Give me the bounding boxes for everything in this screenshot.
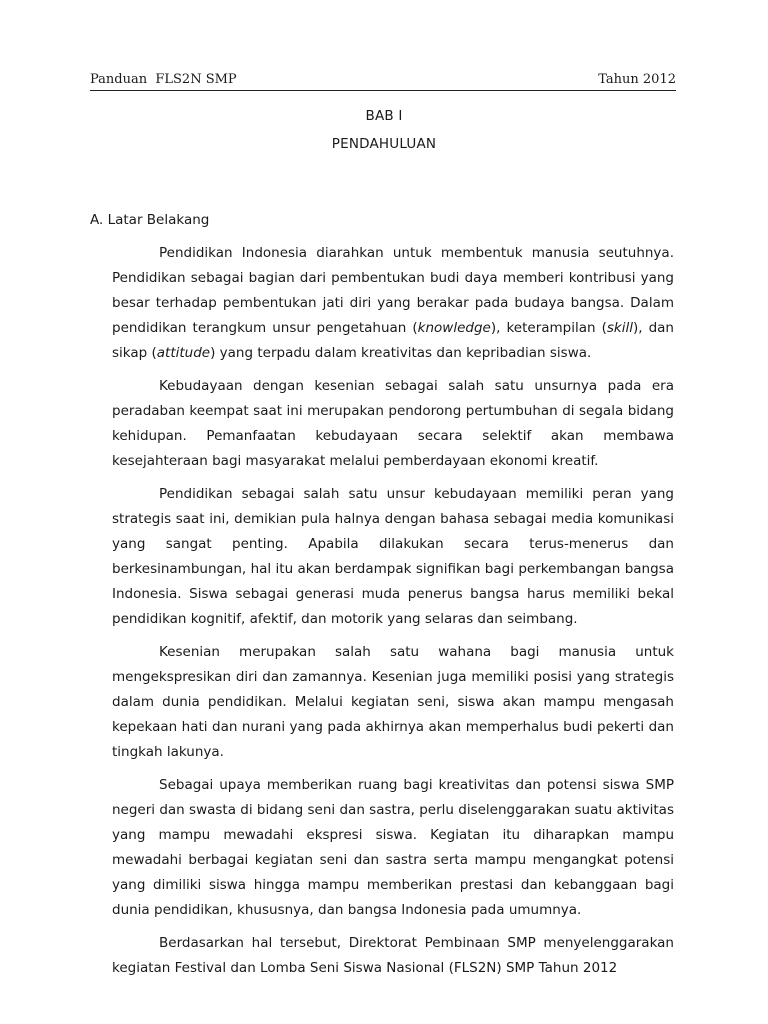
paragraph-4: Kesenian merupakan salah satu wahana bagi manusia untuk mengekspresikan diri dan zamannya. Kesenian juga memiliki posisi yang strategis dalam dunia pendidikan. Melalui kegiatan seni, siswa akan mampu mengasah kepekaan hati dan nurani yang pada akhirnya akan memperhalus budi pekerti dan tingkah lakunya. [112,644,674,760]
paragraph-1-text-a: Pendidikan Indonesia diarahkan untuk membentuk manusia seutuhnya. Pendidikan sebagai bagian dari pembentukan budi daya memberi kontribusi yang besar terhadap pembentukan jati diri yang berakar pada budaya bangsa. Dalam pendidikan terangkum unsur pengetahuan ( [112,245,674,336]
section-heading: A. Latar Belakang [90,212,210,228]
header-left-text: Panduan FLS2N SMP [90,72,237,87]
paragraph-2: Kebudayaan dengan kesenian sebagai salah satu unsurnya pada era peradaban keempat saat ini merupakan pendorong pertumbuhan di segala bidang kehidupan. Pemanfaatan kebudayaan secara selektif akan membawa kesejahteraan bagi masyarakat melalui pemberdayaan ekonomi kreatif. [112,378,674,469]
chapter-title: PENDAHULUAN [331,136,437,152]
chapter-number: BAB I [365,108,403,124]
paragraph-1-text-d: ) yang terpadu dalam kreativitas dan kepribadian siswa. [210,345,592,361]
paragraph-3: Pendidikan sebagai salah satu unsur kebudayaan memiliki peran yang strategis saat ini, demikian pula halnya dengan bahasa sebagai media komunikasi yang sangat penting. Apabila dilakukan secara terus-menerus dan berkesinambungan, hal itu akan berdampak signifikan bagi perkembangan bangsa Indonesia. Siswa sebagai generasi muda penerus bangsa harus memiliki bekal pendidikan kognitif, afektif, dan motorik yang selaras dan seimbang. [112,486,674,627]
term-knowledge: knowledge [417,320,491,336]
page-header [90,72,676,91]
paragraph-5: Sebagai upaya memberikan ruang bagi kreativitas dan potensi siswa SMP negeri dan swasta di bidang seni dan sastra, perlu diselenggarakan suatu aktivitas yang mampu mewadahi ekspresi siswa. Kegiatan itu diharapkan mampu mewadahi berbagai kegiatan seni dan sastra serta mampu mengangkat potensi yang dimiliki siswa hingga mampu memberikan prestasi dan kebanggaan bagi dunia pendidikan, khususnya, dan bangsa Indonesia pada umumnya. [112,777,674,918]
paragraph-6: Berdasarkan hal tersebut, Direktorat Pembinaan SMP menyelenggarakan kegiatan Festival dan Lomba Seni Siswa Nasional (FLS2N) SMP Tahun 2012 [112,935,674,976]
paragraph-1-text-b: ), keterampilan ( [490,320,607,336]
header-right-text: Tahun 2012 [598,72,676,87]
term-skill: skill [606,320,633,336]
term-attitude: attitude [156,345,211,361]
paragraph-1 [112,241,674,366]
paragraph-1-text-c: ), dan sikap ( [112,320,674,361]
body-text [112,241,674,989]
